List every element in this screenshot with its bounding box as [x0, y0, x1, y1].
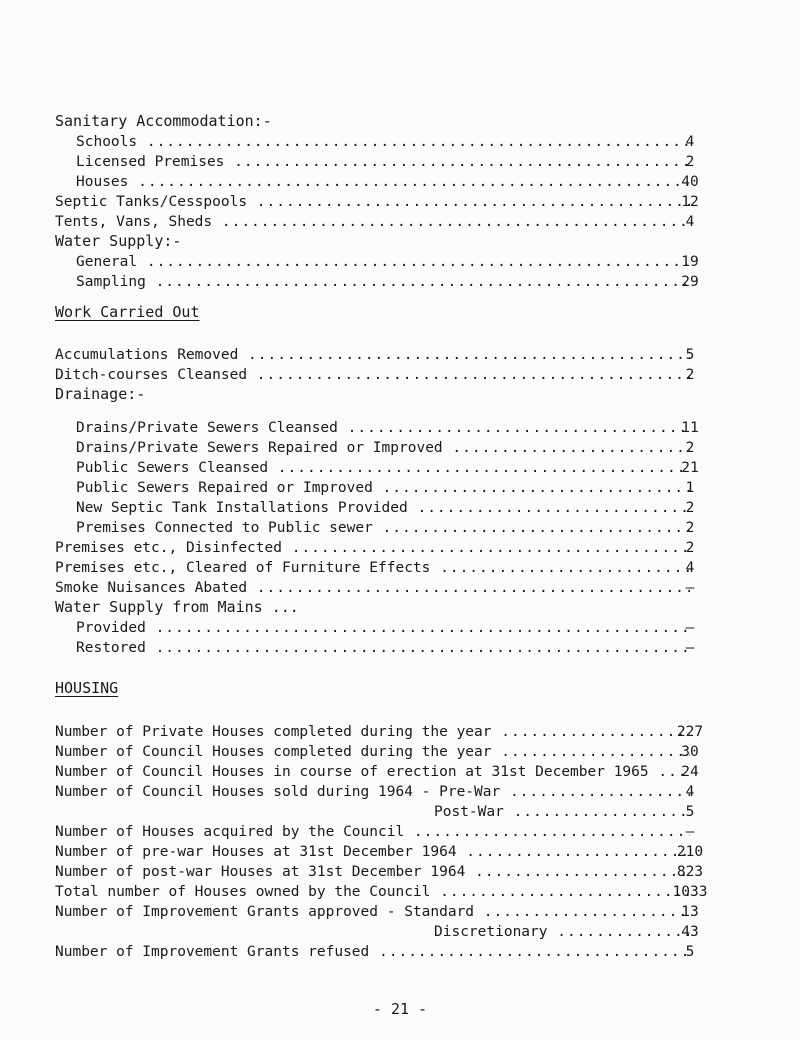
row-value: 5 — [685, 347, 695, 363]
table-row — [0, 638, 800, 658]
row-label: General ..... — [76, 252, 690, 272]
row-value: 21 — [681, 460, 699, 476]
row-label: Number of Improvement Grants approved - Standard ..... — [55, 902, 690, 922]
table-row — [0, 152, 800, 172]
mains-water-heading: Water Supply from Mains ... — [55, 598, 299, 616]
page-number: - 21 - — [372, 1000, 428, 1018]
row-label: Number of Improvement Grants refused ..... — [55, 942, 690, 962]
table-row — [0, 882, 800, 902]
table-row — [0, 862, 800, 882]
table-row — [0, 212, 800, 232]
drainage-heading: Drainage:- — [55, 385, 146, 403]
work-heading: Work Carried Out — [55, 303, 200, 321]
table-row — [0, 345, 800, 365]
row-label: Septic Tanks/Cesspools ..... — [55, 192, 690, 212]
row-label: Number of Council Houses sold during 1964 - Pre-War ..... — [55, 782, 690, 802]
row-value: 4 — [685, 214, 695, 230]
water-supply-heading: Water Supply:- — [55, 232, 182, 250]
row-value: 1 — [685, 480, 695, 496]
row-label: Restored ..... — [76, 638, 690, 658]
table-row — [0, 742, 800, 762]
row-value: 4 — [685, 560, 695, 576]
table-row — [0, 192, 800, 212]
table-row — [0, 538, 800, 558]
row-value: 2 — [685, 440, 695, 456]
row-label: Number of post-war Houses at 31st December 1964 ..... — [55, 862, 690, 882]
row-value: 24 — [681, 764, 699, 780]
table-row — [0, 132, 800, 152]
row-label: Total number of Houses owned by the Council ..... — [55, 882, 690, 902]
row-value: 227 — [676, 724, 704, 740]
table-row — [0, 418, 800, 438]
row-value: 4 — [685, 134, 695, 150]
row-value: 12 — [681, 194, 699, 210]
row-value: 40 — [681, 174, 699, 190]
row-label: Public Sewers Cleansed ..... — [76, 458, 690, 478]
row-value: 2 — [685, 540, 695, 556]
row-label: Tents, Vans, Sheds ..... — [55, 212, 690, 232]
row-label: Drains/Private Sewers Cleansed ..... — [76, 418, 690, 438]
table-row — [0, 478, 800, 498]
table-row — [0, 558, 800, 578]
row-label: Number of Private Houses completed during the year ..... — [55, 722, 690, 742]
table-row — [0, 722, 800, 742]
row-value: – — [685, 640, 695, 656]
row-value: 2 — [685, 154, 695, 170]
row-value: 30 — [681, 744, 699, 760]
table-row — [0, 618, 800, 638]
table-row — [0, 458, 800, 478]
table-row — [0, 172, 800, 192]
row-value: 2 — [685, 500, 695, 516]
row-label: Accumulations Removed ..... — [55, 345, 690, 365]
row-value: 2 — [685, 520, 695, 536]
row-value: 11 — [681, 420, 699, 436]
row-label: Number of Houses acquired by the Council ..... — [55, 822, 690, 842]
row-value: 2 — [685, 367, 695, 383]
row-label: Premises Connected to Public sewer ..... — [76, 518, 690, 538]
row-value: 823 — [676, 864, 704, 880]
row-label: Smoke Nuisances Abated ..... — [55, 578, 690, 598]
table-row — [0, 902, 800, 922]
row-value: 29 — [681, 274, 699, 290]
row-label: Public Sewers Repaired or Improved ..... — [76, 478, 690, 498]
table-row — [0, 252, 800, 272]
table-row — [0, 365, 800, 385]
row-value: – — [685, 580, 695, 596]
row-label: Licensed Premises ..... — [76, 152, 690, 172]
row-label: Schools ..... — [76, 132, 690, 152]
row-value: 1033 — [672, 884, 708, 900]
row-label: Premises etc., Cleared of Furniture Effects ..... — [55, 558, 690, 578]
row-value: – — [685, 824, 695, 840]
row-label: New Septic Tank Installations Provided ..... — [76, 498, 690, 518]
row-label: Post-War ..... — [434, 802, 690, 822]
row-value: 210 — [676, 844, 704, 860]
table-row — [0, 842, 800, 862]
table-row — [0, 518, 800, 538]
table-row — [0, 922, 800, 942]
table-row — [0, 578, 800, 598]
row-label: Number of Council Houses completed during the year ..... — [55, 742, 690, 762]
table-row — [0, 942, 800, 962]
row-label: Number of Council Houses in course of erection at 31st December 1965 ..... — [55, 762, 690, 782]
row-value: – — [685, 620, 695, 636]
row-label: Premises etc., Disinfected ..... — [55, 538, 690, 558]
row-label: Discretionary ..... — [434, 922, 690, 942]
row-label: Provided ..... — [76, 618, 690, 638]
row-value: 5 — [685, 944, 695, 960]
row-value: 19 — [681, 254, 699, 270]
table-row — [0, 782, 800, 802]
row-label: Ditch-courses Cleansed ..... — [55, 365, 690, 385]
row-value: 43 — [681, 924, 699, 940]
row-label: Sampling ..... — [76, 272, 690, 292]
table-row — [0, 498, 800, 518]
row-label: Number of pre-war Houses at 31st December 1964 ..... — [55, 842, 690, 862]
row-label: Drains/Private Sewers Repaired or Improved ..... — [76, 438, 690, 458]
table-row — [0, 822, 800, 842]
sanitary-heading: Sanitary Accommodation:- — [55, 112, 272, 130]
housing-heading: HOUSING — [55, 679, 119, 697]
table-row — [0, 802, 800, 822]
table-row — [0, 272, 800, 292]
row-label: Houses ..... — [76, 172, 690, 192]
row-value: 4 — [685, 784, 695, 800]
table-row — [0, 438, 800, 458]
row-value: 13 — [681, 904, 699, 920]
table-row — [0, 762, 800, 782]
row-value: 5 — [685, 804, 695, 820]
